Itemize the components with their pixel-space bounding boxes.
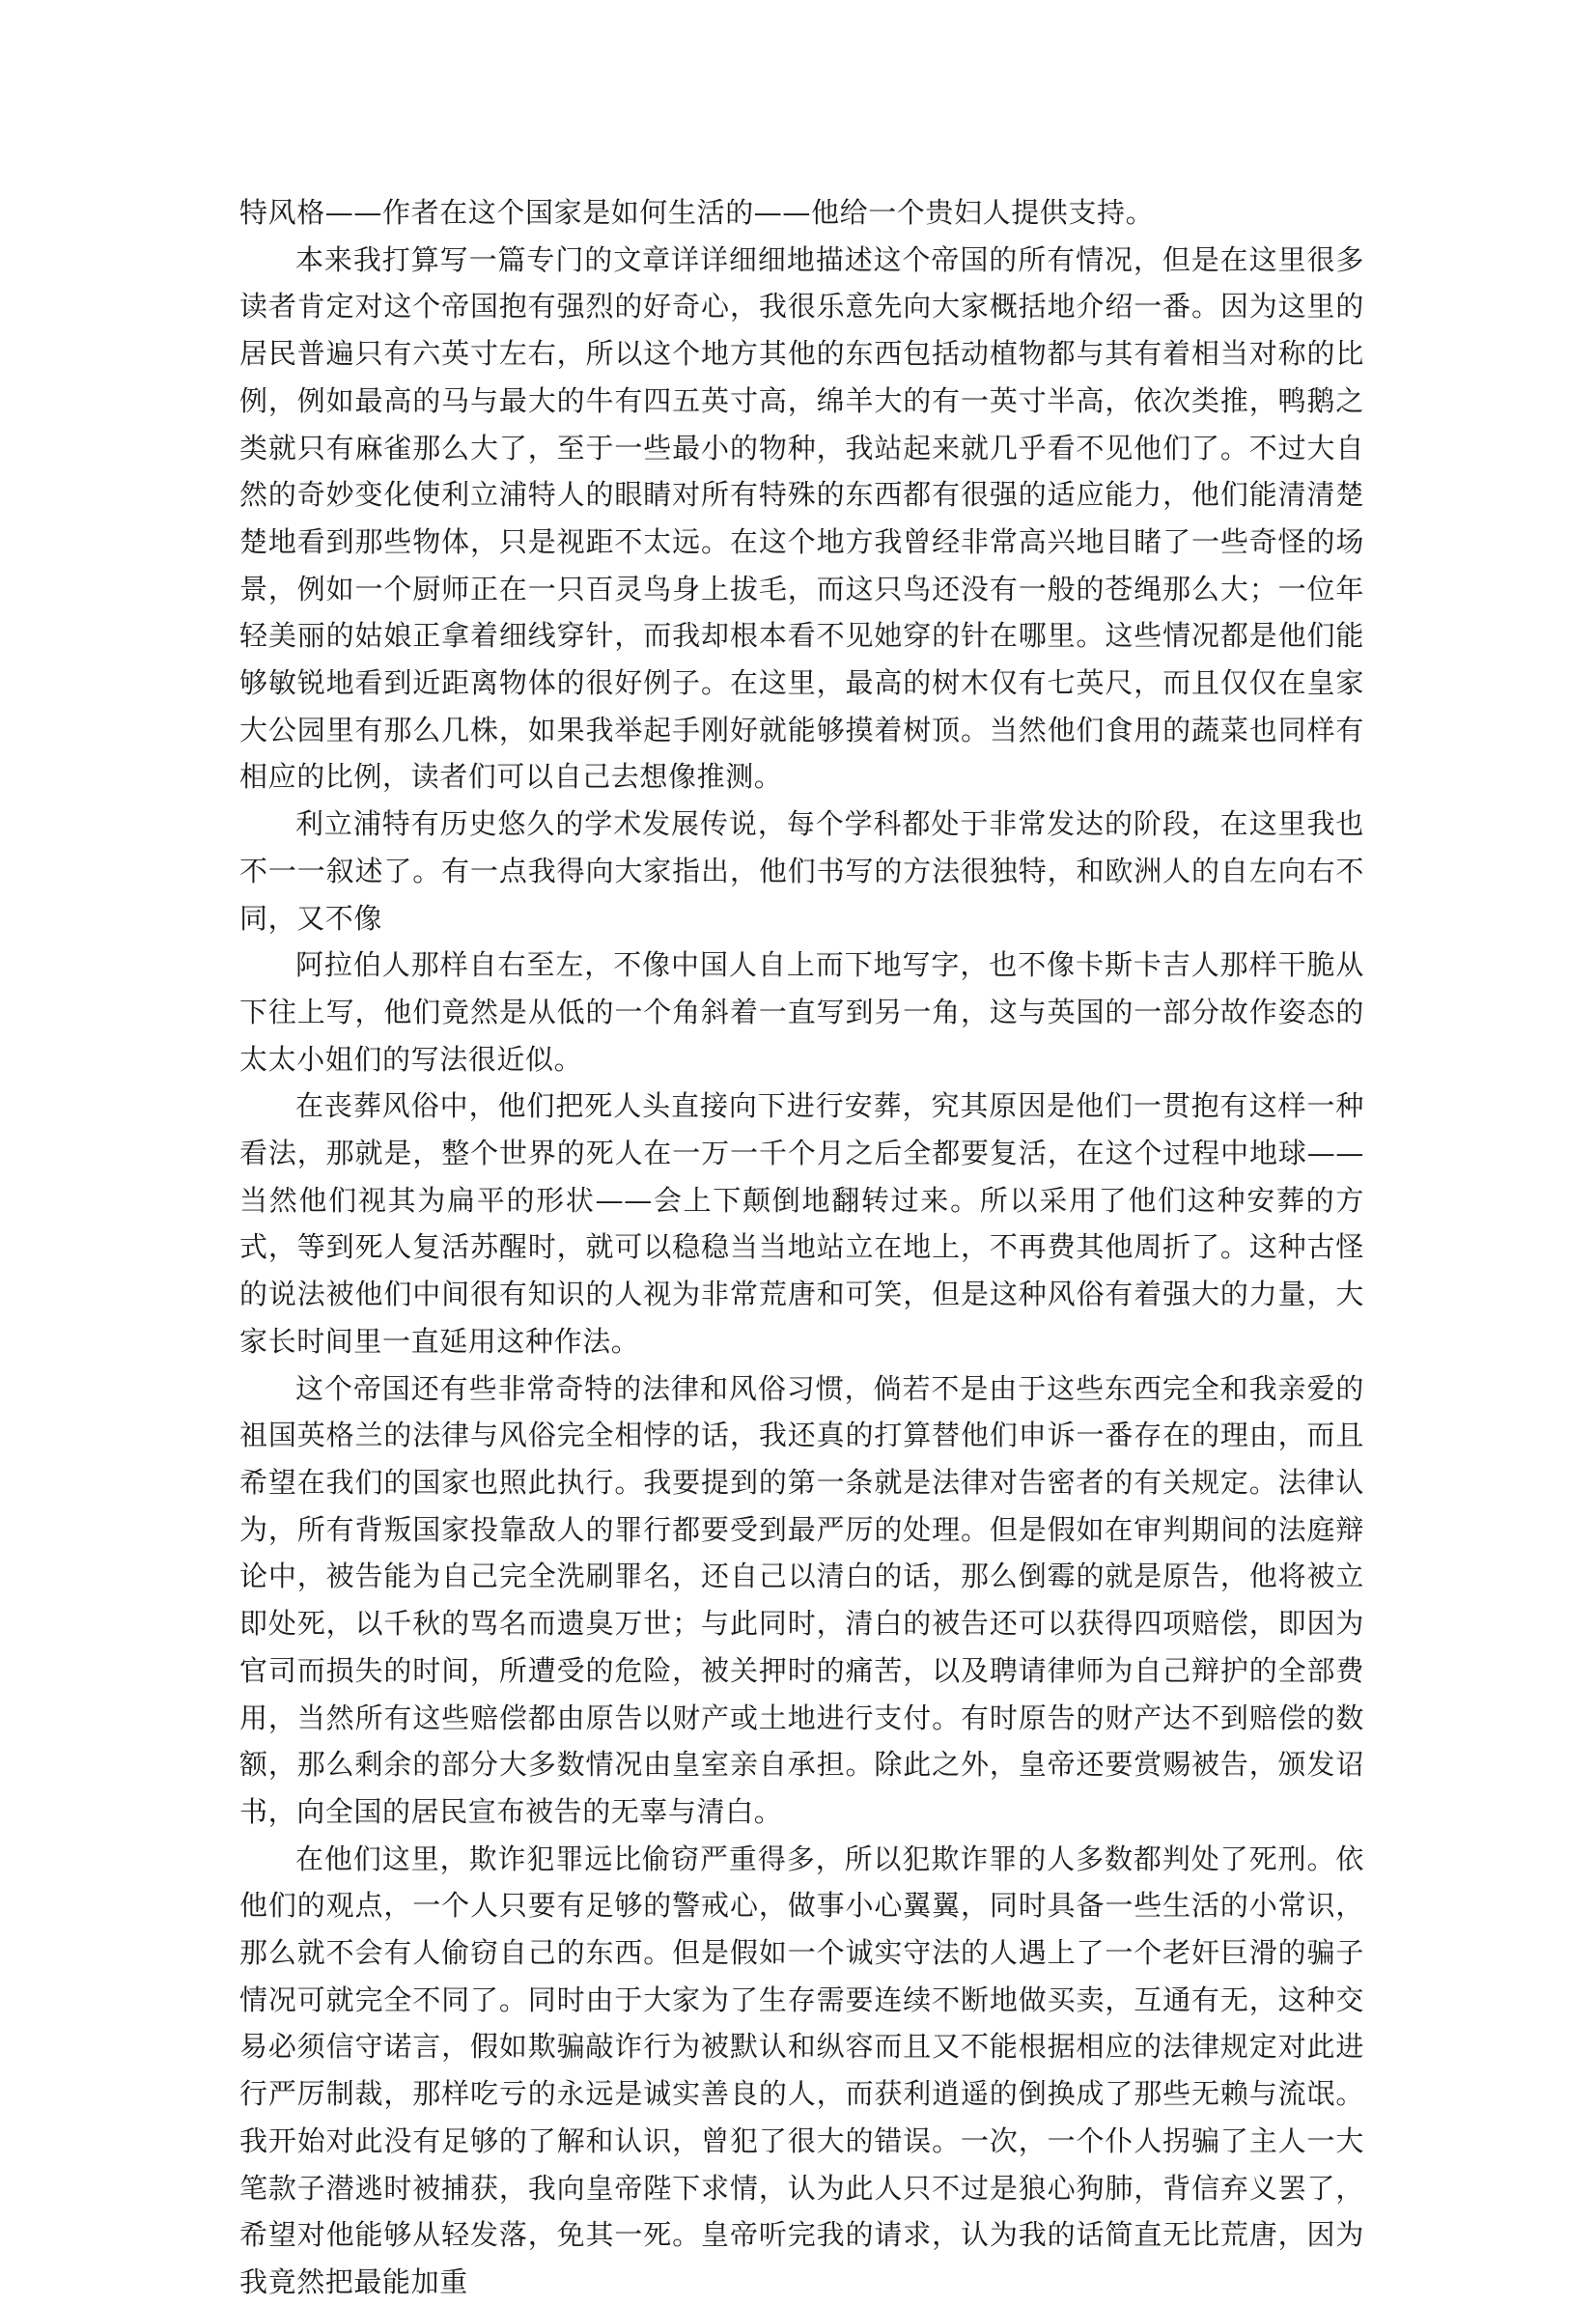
paragraph-writing-method: 利立浦特有历史悠久的学术发展传说，每个学科都处于非常发达的阶段，在这里我也不一一叙述了。有一点我得向大家指出，他们书写的方法很独特，和欧洲人的自左向右不同，又不像 xyxy=(239,807,1364,935)
paragraph-informer-laws: 这个帝国还有些非常奇特的法律和风俗习惯，倘若不是由于这些东西完全和我亲爱的祖国英格兰的法律与风俗完全相悖的话，我还真的打算替他们申诉一番存在的理由，而且希望在我们的国家也照此执行。我要提到的第一条就是法律对告密者的有关规定。法律认为，所有背叛国家投靠敌人的罪行都要受到最严厉的处理。但是假如在审判期间的法庭辩论中，被告能为自己完全洗刷罪名，还自己以清白的话，那么倒霉的就是原告，他将被立即处死，以千秋的骂名而遗臭万世；与此同时，清白的被告还可以获得四项赔偿，即因为官司而损失的时间，所遭受的危险，被关押时的痛苦，以及聘请律师为自己辩护的全部费用，当然所有这些赔偿都由原告以财产或土地进行支付。有时原告的财产达不到赔偿的数额，那么剩余的部分大多数情况由皇室亲自承担。除此之外，皇帝还要赏赐被告，颁发诏书，向全国的居民宣布被告的无辜与清白。 xyxy=(239,1371,1364,1828)
paragraph-chapter-summary-tail: 特风格——作者在这个国家是如何生活的——他给一个贵妇人提供支持。 xyxy=(239,196,1155,229)
document-page xyxy=(239,189,1364,2306)
paragraph-burial-customs: 在丧葬风俗中，他们把死人头直接向下进行安葬，究其原因是他们一贯抱有这样一种看法，那就是，整个世界的死人在一万一千个月之后全都要复活，在这个过程中地球——当然他们视其为扁平的形状——会上下颠倒地翻转过来。所以采用了他们这种安葬的方式，等到死人复活苏醒时，就可以稳稳当当地站立在地上，不再费其他周折了。这种古怪的说法被他们中间很有知识的人视为非常荒唐和可笑，但是这种风俗有着强大的力量，大家长时间里一直延用这种作法。 xyxy=(239,1089,1364,1358)
paragraph-writing-directions: 阿拉伯人那样自右至左，不像中国人自上而下地写字，也不像卡斯卡吉人那样干脆从下往上写，他们竟然是从低的一个角斜着一直写到另一角，这与英国的一部分故作姿态的太太小姐们的写法很近似。 xyxy=(239,948,1364,1076)
paragraph-empire-overview: 本来我打算写一篇专门的文章详详细细地描述这个帝国的所有情况，但是在这里很多读者肯定对这个帝国抱有强烈的好奇心，我很乐意先向大家概括地介绍一番。因为这里的居民普遍只有六英寸左右，所以这个地方其他的东西包括动植物都与其有着相当对称的比例，例如最高的马与最大的牛有四五英寸高，绵羊大的有一英寸半高，依次类推，鸭鹅之类就只有麻雀那么大了，至于一些最小的物种，我站起来就几乎看不见他们了。不过大自然的奇妙变化使利立浦特人的眼睛对所有特殊的东西都有很强的适应能力，他们能清清楚楚地看到那些物体，只是视距不太远。在这个地方我曾经非常高兴地目睹了一些奇怪的场景，例如一个厨师正在一只百灵鸟身上拔毛，而这只鸟还没有一般的苍绳那么大；一位年轻美丽的姑娘正拿着细线穿针，而我却根本看不见她穿的针在哪里。这些情况都是他们能够敏锐地看到近距离物体的很好例子。在这里，最高的树木仅有七英尺，而且仅仅在皇家大公园里有那么几株，如果我举起手刚好就能够摸着树顶。当然他们食用的蔬菜也同样有相应的比例，读者们可以自己去想像推测。 xyxy=(239,242,1364,794)
paragraph-fraud-laws: 在他们这里，欺诈犯罪远比偷窃严重得多，所以犯欺诈罪的人多数都判处了死刑。依他们的观点，一个人只要有足够的警戒心，做事小心翼翼，同时具备一些生活的小常识，那么就不会有人偷窃自己的东西。但是假如一个诚实守法的人遇上了一个老奸巨滑的骗子情况可就完全不同了。同时由于大家为了生存需要连续不断地做买卖，互通有无，这种交易必须信守诺言，假如欺骗敲诈行为被默认和纵容而且又不能根据相应的法律规定对此进行严厉制裁，那样吃亏的永远是诚实善良的人，而获利逍遥的倒换成了那些无赖与流氓。我开始对此没有足够的了解和认识，曾犯了很大的错误。一次，一个仆人拐骗了主人一大笔款子潜逃时被捕获，我向皇帝陛下求情，认为此人只不过是狼心狗肺，背信弃义罢了，希望对他能够从轻发落，免其一死。皇帝听完我的请求，认为我的话简直无比荒唐，因为我竟然把最能加重 xyxy=(239,1842,1364,2298)
